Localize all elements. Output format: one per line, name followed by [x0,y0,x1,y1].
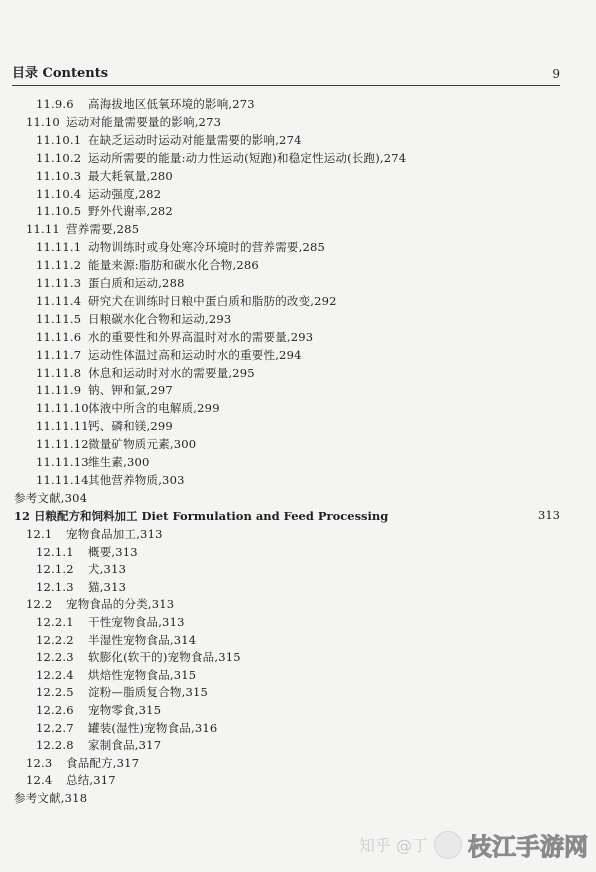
toc-entry-text: 维生素,300 [88,455,150,469]
toc-entry-number: 11.11.14 [36,472,89,487]
toc-entry [36,472,185,488]
page-header [12,62,560,86]
toc-entry-text: 营养需要,285 [66,222,140,237]
toc-references [14,790,87,806]
chapter-12-heading [14,508,560,524]
toc-entry-number: 12.2.8 [36,738,74,753]
toc-entry-text: 蛋白质和运动,288 [88,276,185,290]
toc-entry [36,720,217,736]
toc-entry-text: 研究犬在训练时日粮中蛋白质和脂肪的改变,292 [88,293,337,308]
toc-entry-number: 12.1 [26,527,53,541]
toc-entry-number: 12.2.2 [36,632,74,647]
toc-entry [36,203,173,219]
toc-entry [36,436,196,452]
toc-entry-number: 11.11.11 [36,419,89,434]
toc-entry-number: 11.11.9 [36,383,82,398]
toc-references [14,490,87,506]
toc-entry [36,365,255,381]
header-title: 目录 Contents [12,66,109,81]
toc-entry [36,684,208,700]
toc-entry-number: 12.2.1 [36,615,74,629]
toc-entry-number: 11.10.5 [36,204,82,219]
toc-entry-number: 11.9.6 [36,97,74,111]
toc-entry-number: 11.11 [26,222,60,237]
toc-entry-text: 水的重要性和外界高温时对水的需要量,293 [88,329,314,344]
watermark-strong-text: 枝江手游网 [468,833,588,861]
toc-entry-number: 11.11.13 [36,455,89,469]
toc-entry-text: 日粮碳水化合物和运动,293 [88,311,232,326]
toc-entry-text: 参考文献,318 [14,791,88,805]
toc-entry-number: 12.3 [26,755,53,770]
toc-entry [36,186,161,202]
toc-entry [36,737,161,753]
toc-entry-text: 犬,313 [88,562,127,577]
toc-entry-text: 运动所需要的能量:动力性运动(短跑)和稳定性运动(长跑),274 [88,150,407,165]
toc-entry [36,132,302,148]
toc-entry [36,150,406,166]
toc-entry-number: 11.11.10 [36,401,89,416]
toc-entry [36,454,150,470]
toc-entry [36,347,302,363]
toc-entry-number: 12.2.5 [36,685,74,700]
toc-entry-text: 宠物零食,315 [88,703,162,717]
toc-entry-text: 在缺乏运动时运动对能量需要的影响,274 [88,132,302,147]
toc-entry-text: 干性宠物食品,313 [88,615,185,629]
toc-entry [36,649,241,665]
toc-entry-number: 11.11.1 [36,240,82,255]
toc-entry-number: 12.2.4 [36,667,74,682]
toc-entry [36,239,325,255]
watermark-faint-text: 知乎 @丁 [358,836,428,855]
toc-entry-number: 12.1.1 [36,544,74,559]
toc-entry-number: 11.11.6 [36,329,82,344]
toc-entry-number: 12.4 [26,773,53,788]
toc-entry [26,221,139,237]
toc-entry-text: 软膨化(软干的)宠物食品,315 [88,650,241,665]
toc-entry-text: 参考文献,304 [14,490,88,505]
toc-entry [36,544,138,560]
toc-entry-number: 11.11.2 [36,258,82,273]
toc-entry [36,561,126,577]
toc-entry-text: 野外代谢率,282 [88,204,173,219]
toc-entry-text: 最大耗氧量,280 [88,168,173,183]
toc-entry-number: 11.11.5 [36,311,82,326]
toc-entry [36,579,126,595]
toc-entry-text: 钙、磷和镁,299 [88,419,173,434]
watermark [359,827,588,862]
toc-entry-number: 12.1.3 [36,579,74,594]
toc-entry-text: 罐装(湿性)宠物食品,316 [88,720,218,735]
toc-entry-number: 11.10.1 [36,132,82,147]
header-page-number: 9 [552,67,560,81]
toc-entry [36,418,173,434]
toc-entry-number: 11.11.7 [36,347,82,362]
toc-entry [26,755,139,771]
toc-entry-number: 11.10.3 [36,168,82,183]
toc-entry [36,275,185,291]
toc-entry-text: 钠、钾和氯,297 [88,383,173,398]
toc-entry-text: 微量矿物质元素,300 [88,437,197,452]
toc-entry [36,257,259,273]
toc-entry-text: 半湿性宠物食品,314 [88,632,197,647]
toc-entry [26,596,174,612]
toc-entry-text: 其他营养物质,303 [88,472,185,487]
toc-entry [36,293,337,309]
toc-entry-text: 动物训练时或身处寒冷环境时的营养需要,285 [88,240,326,255]
toc-entry [36,632,196,648]
toc-entry-text: 家制食品,317 [88,738,162,753]
toc-entry-text: 总结,317 [66,773,116,788]
toc-entry-text: 体液中所含的电解质,299 [88,401,220,416]
toc-entry [36,400,220,416]
toc-entry [26,526,163,542]
chapter-title: 12 日粮配方和饲料加工 Diet Formulation and Feed Processing [14,509,389,523]
toc-entry-text: 猫,313 [88,579,127,594]
watermark-logo-icon [434,831,462,859]
toc-entry [36,329,313,345]
toc-entry [26,772,116,788]
toc-entry-number: 12.2 [26,597,53,612]
toc-entry-text: 运动对能量需要量的影响,273 [66,114,222,129]
toc-entry-text: 淀粉—脂质复合物,315 [88,685,209,700]
toc-entry-text: 高海拔地区低氧环境的影响,273 [88,97,255,111]
toc-entry-number: 11.10.2 [36,150,82,165]
toc-entry-number: 11.11.4 [36,293,82,308]
toc-entry-number: 11.11.12 [36,437,89,452]
toc-entry [26,114,221,130]
toc-entry [36,614,185,630]
toc-entry [36,667,196,683]
toc-entry-text: 运动强度,282 [88,186,162,201]
toc-entry-number: 12.1.2 [36,562,74,577]
toc-entry-text: 烘焙性宠物食品,315 [88,667,197,682]
toc-entry-number: 12.2.6 [36,703,74,717]
toc-entry-text: 休息和运动时对水的需要量,295 [88,365,255,380]
toc-entry [36,311,231,327]
toc-entry [36,168,173,184]
toc-entry-number: 11.11.8 [36,365,82,380]
toc-entry-text: 概要,313 [88,544,138,559]
toc-entry-text: 运动性体温过高和运动时水的重要性,294 [88,347,302,362]
chapter-page: 313 [538,508,560,522]
toc-entry [36,96,255,112]
toc-entry-number: 11.11.3 [36,276,82,290]
toc-entry-text: 能量来源:脂肪和碳水化合物,286 [88,258,259,273]
toc-entry-number: 12.2.7 [36,720,74,735]
toc-entry-text: 食品配方,317 [66,755,140,770]
toc-entry-number: 12.2.3 [36,650,74,665]
toc-entry-number: 11.10 [26,114,60,129]
toc-entry-number: 11.10.4 [36,186,82,201]
toc-entry [36,702,161,718]
toc-entry [36,382,173,398]
toc-entry-text: 宠物食品加工,313 [66,527,163,541]
toc-entry-text: 宠物食品的分类,313 [66,597,175,612]
